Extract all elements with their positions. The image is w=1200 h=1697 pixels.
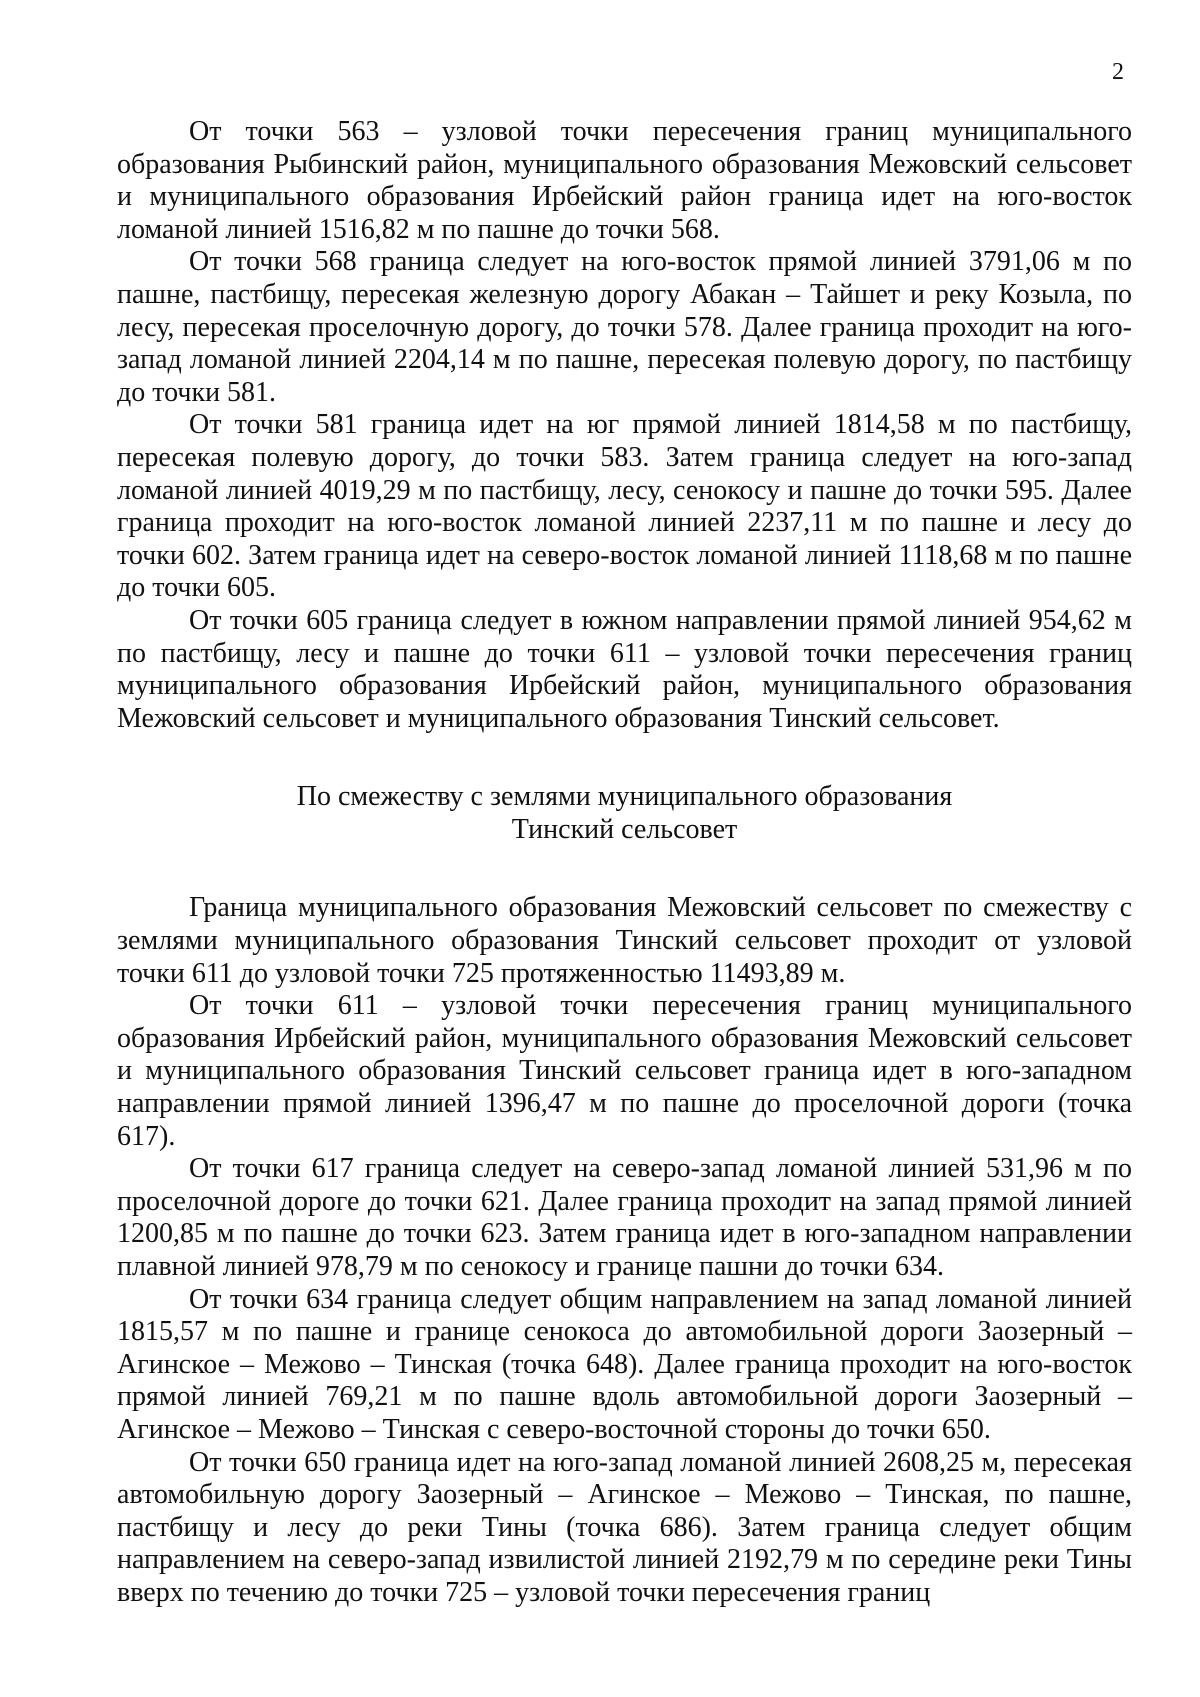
paragraph-point-611: От точки 611 – узловой точки пересечения границ муниципального образования Ирбейский район, муниципального образования Межовский сельсовет и муниципального образования Тинский сельсовет граница идет в юго-западном направлении прямой линией 1396,47 м по пашне до проселочной дороги (точка 617). [117, 990, 1132, 1152]
paragraph-point-581: От точки 581 граница идет на юг прямой линией 1814,58 м по пастбищу, пересекая полевую дорогу, до точки 583. Затем граница следует на юго-запад ломаной линией 4019,29 м по пастбищу, лесу, сенокосу и пашне до точки 595. Далее граница проходит на юго-восток ломаной линией 2237,11 м по пашне и лесу до точки 602. Затем граница идет на северо-восток ломаной линией 1118,68 м по пашне до точки 605. [117, 409, 1132, 604]
section-heading-line-1: По смежеству с землями муниципального образования [296, 781, 953, 813]
document-body [117, 116, 1132, 1610]
paragraph-point-650: От точки 650 граница идет на юго-запад ломаной линией 2608,25 м, пересекая автомобильную дорогу Заозерный – Агинское – Межово – Тинская, по пашне, пастбищу и лесу до реки Тины (точка 686). Затем граница следует общим направлением на северо-запад извилистой линией 2192,79 м по середине реки Тины вверх по течению до точки 725 – узловой точки пересечения границ [117, 1446, 1132, 1608]
section-heading-line-2: Тинский сельсовет [511, 813, 738, 845]
paragraph-point-605: От точки 605 граница следует в южном направлении прямой линией 954,62 м по пастбищу, лесу и пашне до точки 611 – узловой точки пересечения границ муниципального образования Ирбейский район, муниципального образования Межовский сельсовет и муниципального образования Тинский сельсовет. [117, 604, 1132, 734]
paragraph-point-634: От точки 634 граница следует общим направлением на запад ломаной линией 1815,57 м по пашне и границе сенокоса до автомобильной дороги Заозерный – Агинское – Межово – Тинская (точка 648). Далее граница проходит на юго-восток прямой линией 769,21 м по пашне вдоль автомобильной дороги Заозерный – Агинское – Межово – Тинская с северо-восточной стороны до точки 650. [117, 1283, 1132, 1445]
paragraph-tinsky-boundary-summary: Граница муниципального образования Межовский сельсовет по смежеству с землями муниципального образования Тинский сельсовет проходит от узловой точки 611 до узловой точки 725 протяженностью 11493,89 м. [117, 892, 1132, 989]
paragraph-point-563: От точки 563 – узловой точки пересечения границ муниципального образования Рыбинский район, муниципального образования Межовский сельсовет и муниципального образования Ирбейский район граница идет на юго-восток ломаной линией 1516,82 м по пашне до точки 568. [117, 116, 1132, 245]
page-number: 2 [1112, 59, 1124, 85]
section-heading [117, 781, 1132, 846]
paragraph-point-617: От точки 617 граница следует на северо-запад ломаной линией 531,96 м по проселочной дороге до точки 621. Далее граница проходит на запад прямой линией 1200,85 м по пашне до точки 623. Затем граница идет в юго-западном направлении плавной линией 978,79 м по сенокосу и границе пашни до точки 634. [117, 1153, 1132, 1282]
paragraph-point-568: От точки 568 граница следует на юго-восток прямой линией 3791,06 м по пашне, пастбищу, пересекая железную дорогу Абакан – Тайшет и реку Козыла, по лесу, пересекая проселочную дорогу, до точки 578. Далее граница проходит на юго-запад ломаной линией 2204,14 м по пашне, пересекая полевую дорогу, по пастбищу до точки 581. [117, 246, 1132, 408]
